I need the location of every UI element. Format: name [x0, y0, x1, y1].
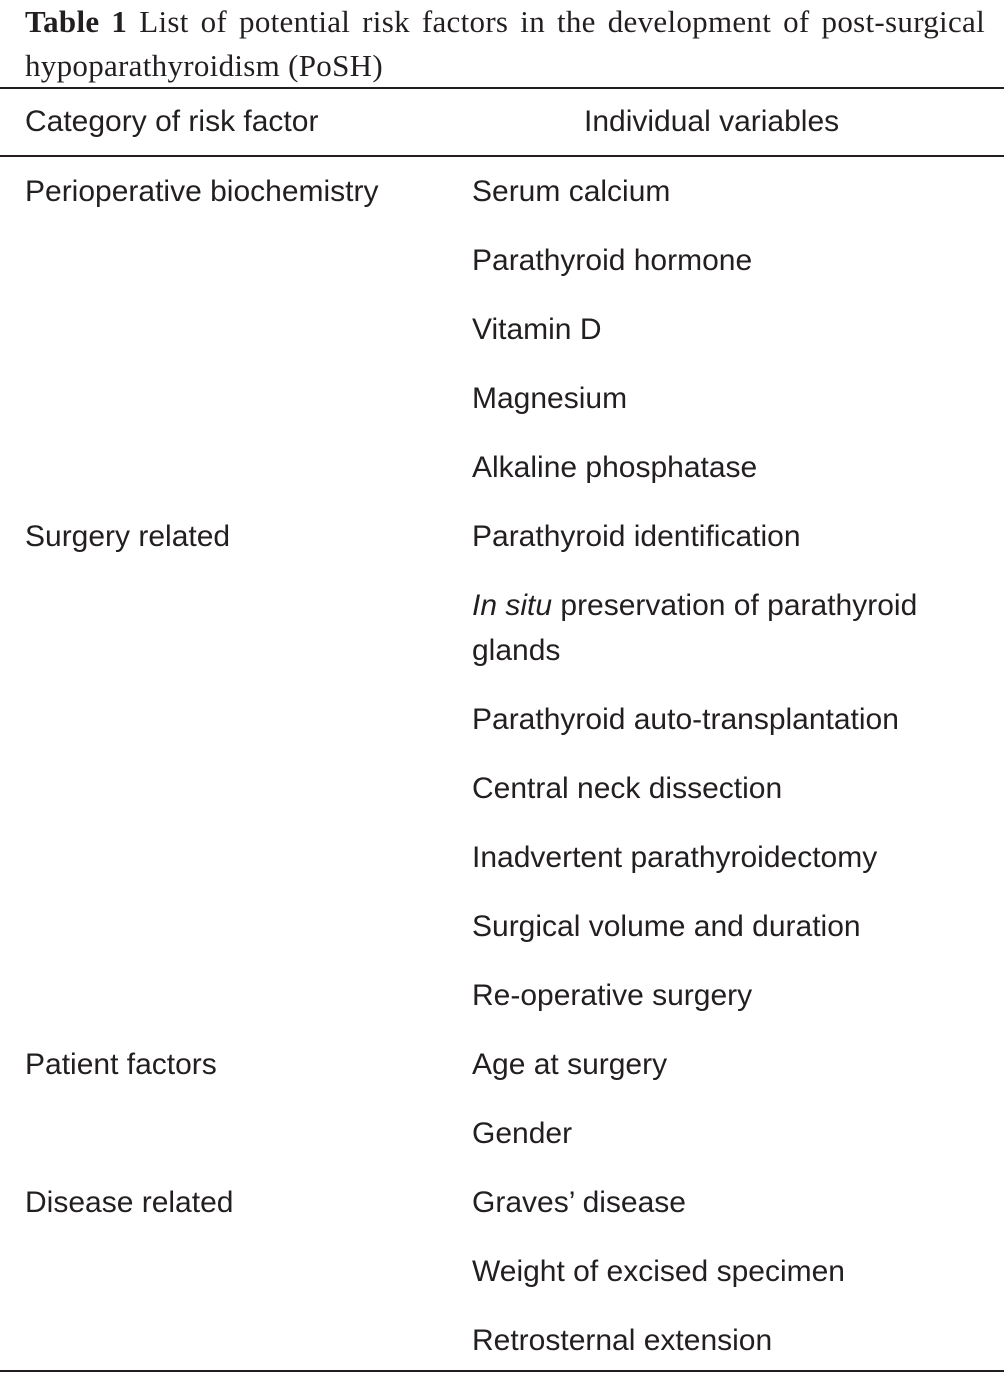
table-caption [25, 0, 985, 88]
risk-category-cell: Patient factors [25, 1048, 217, 1081]
table-row [0, 823, 1004, 892]
individual-variable-cell: Alkaline phosphatase [472, 451, 758, 484]
table-row [0, 1099, 1004, 1168]
table-row [0, 892, 1004, 961]
table-bottom-rule [0, 1370, 1004, 1372]
table-row [0, 157, 1004, 226]
table-row [0, 295, 1004, 364]
table-row [0, 754, 1004, 823]
individual-variable-cell: Gender [472, 1117, 573, 1150]
table-row [0, 226, 1004, 295]
individual-variable-cell: Re-operative surgery [472, 979, 753, 1012]
individual-variable-cell: Parathyroid auto-transplantation [472, 703, 899, 736]
individual-variable-cell [472, 583, 992, 673]
individual-variable-cell: Vitamin D [472, 313, 602, 346]
table-row [0, 433, 1004, 502]
table-row [0, 1306, 1004, 1375]
column-header-category: Category of risk factor [25, 105, 319, 138]
variable-text: preservation of parathyroid glands [472, 589, 918, 667]
column-header-variables: Individual variables [584, 105, 840, 138]
individual-variable-cell: Central neck dissection [472, 772, 783, 805]
individual-variable-cell: Weight of excised specimen [472, 1255, 845, 1288]
individual-variable-cell: Serum calcium [472, 175, 671, 208]
individual-variable-cell: Magnesium [472, 382, 628, 415]
individual-variable-cell: Parathyroid hormone [472, 244, 753, 277]
table-row [0, 571, 1004, 685]
italic-term: In situ [472, 589, 553, 622]
risk-category-cell: Surgery related [25, 520, 231, 553]
table-row [0, 1030, 1004, 1099]
individual-variable-cell: Retrosternal extension [472, 1324, 773, 1357]
risk-category-cell: Perioperative biochemistry [25, 175, 379, 208]
table-label: Table 1 [25, 4, 128, 39]
table-row [0, 1168, 1004, 1237]
table-row [0, 502, 1004, 571]
table-top-rule [0, 87, 1004, 89]
table-row [0, 1237, 1004, 1306]
risk-category-cell: Disease related [25, 1186, 234, 1219]
individual-variable-cell: Age at surgery [472, 1048, 668, 1081]
table-row [0, 685, 1004, 754]
individual-variable-cell: Parathyroid identification [472, 520, 801, 553]
individual-variable-cell: Graves’ disease [472, 1186, 686, 1219]
individual-variable-cell: Surgical volume and duration [472, 910, 861, 943]
table-body [0, 157, 1004, 1375]
individual-variable-cell: Inadvertent parathyroidectomy [472, 841, 878, 874]
table-title: List of potential risk factors in the development of post-surgical hypoparathyroidism (PoSH) [25, 4, 985, 83]
table-row [0, 364, 1004, 433]
table-row [0, 961, 1004, 1030]
